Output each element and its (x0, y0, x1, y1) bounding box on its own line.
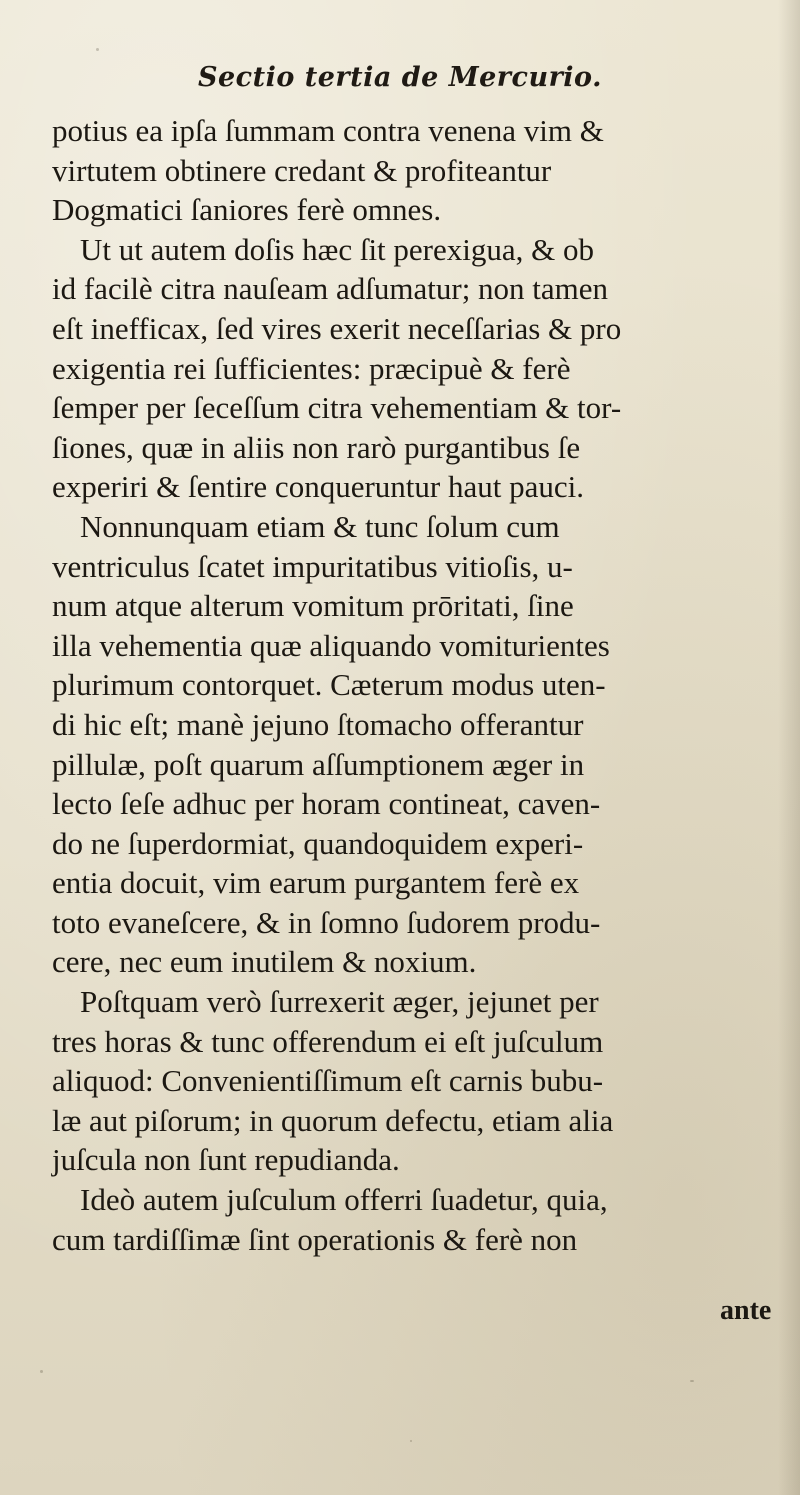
text-line: eſt inefficax, ſed vires exerit neceſſarias & pro (52, 310, 622, 346)
text-line: virtutem obtinere credant & profiteantur (52, 152, 552, 188)
text-line: exigentia rei ſufficientes: præcipuè & ferè (52, 350, 571, 386)
text-line: cum tardiſſimæ ſint operationis & ferè non (52, 1221, 578, 1257)
text-line: tres horas & tunc offerendum ei eſt juſculum (52, 1023, 604, 1059)
text-line: pillulæ, poſt quarum aſſumptionem æger in (52, 746, 585, 782)
text-line: toto evaneſcere, & in ſomno ſudorem produ- (52, 904, 601, 940)
running-title: Sectio tertia de Mercurio. (198, 62, 602, 93)
paper-speck (40, 1370, 43, 1373)
text-line: id facilè citra nauſeam adſumatur; non tamen (52, 271, 609, 307)
catchword: ante (720, 1295, 772, 1326)
text-line: di hic eſt; manè jejuno ſtomacho offerantur (52, 706, 584, 742)
text-line: Ideò autem juſculum offerri ſuadetur, quia, (80, 1182, 608, 1218)
text-line: num atque alterum vomitum prōritati, ſine (52, 588, 574, 624)
text-line: Nonnunquam etiam & tunc ſolum cum (80, 508, 560, 544)
text-line: læ aut piſorum; in quorum defectu, etiam alia (52, 1102, 614, 1138)
text-line: entia docuit, vim earum purgantem ferè ex (52, 865, 580, 901)
text-line: illa vehementia quæ aliquando vomiturientes (52, 627, 610, 663)
text-line: Poſtquam verò ſurrexerit æger, jejunet per (80, 984, 599, 1020)
text-line: aliquod: Convenientiſſimum eſt carnis bubu- (52, 1063, 604, 1099)
text-line: potius ea ipſa ſummam contra venena vim & (52, 113, 604, 148)
paper-speck (690, 1380, 694, 1382)
text-line: cere, nec eum inutilem & noxium. (52, 944, 477, 980)
main-text-block (52, 111, 792, 1259)
text-line: plurimum contorquet. Cæterum modus uten- (52, 667, 606, 703)
text-line: Ut ut autem doſis hæc ſit perexigua, & ob (80, 231, 594, 267)
text-line: do ne ſuperdormiat, quandoquidem experi- (52, 825, 584, 861)
text-line: lecto ſeſe adhuc per horam contineat, caven- (52, 786, 601, 822)
text-line: ſemper per ſeceſſum citra vehementiam & tor- (52, 390, 622, 426)
paper-speck (96, 48, 99, 51)
text-line: experiri & ſentire conqueruntur haut pauci. (52, 469, 584, 505)
text-line: Dogmatici ſaniores ferè omnes. (52, 192, 442, 228)
text-line: ventriculus ſcatet impuritatibus vitioſis, u- (52, 548, 573, 584)
paper-speck (410, 1440, 412, 1442)
text-line: ſiones, quæ in aliis non rarò purgantibus ſe (52, 429, 581, 465)
text-line: juſcula non ſunt repudianda. (52, 1142, 400, 1178)
